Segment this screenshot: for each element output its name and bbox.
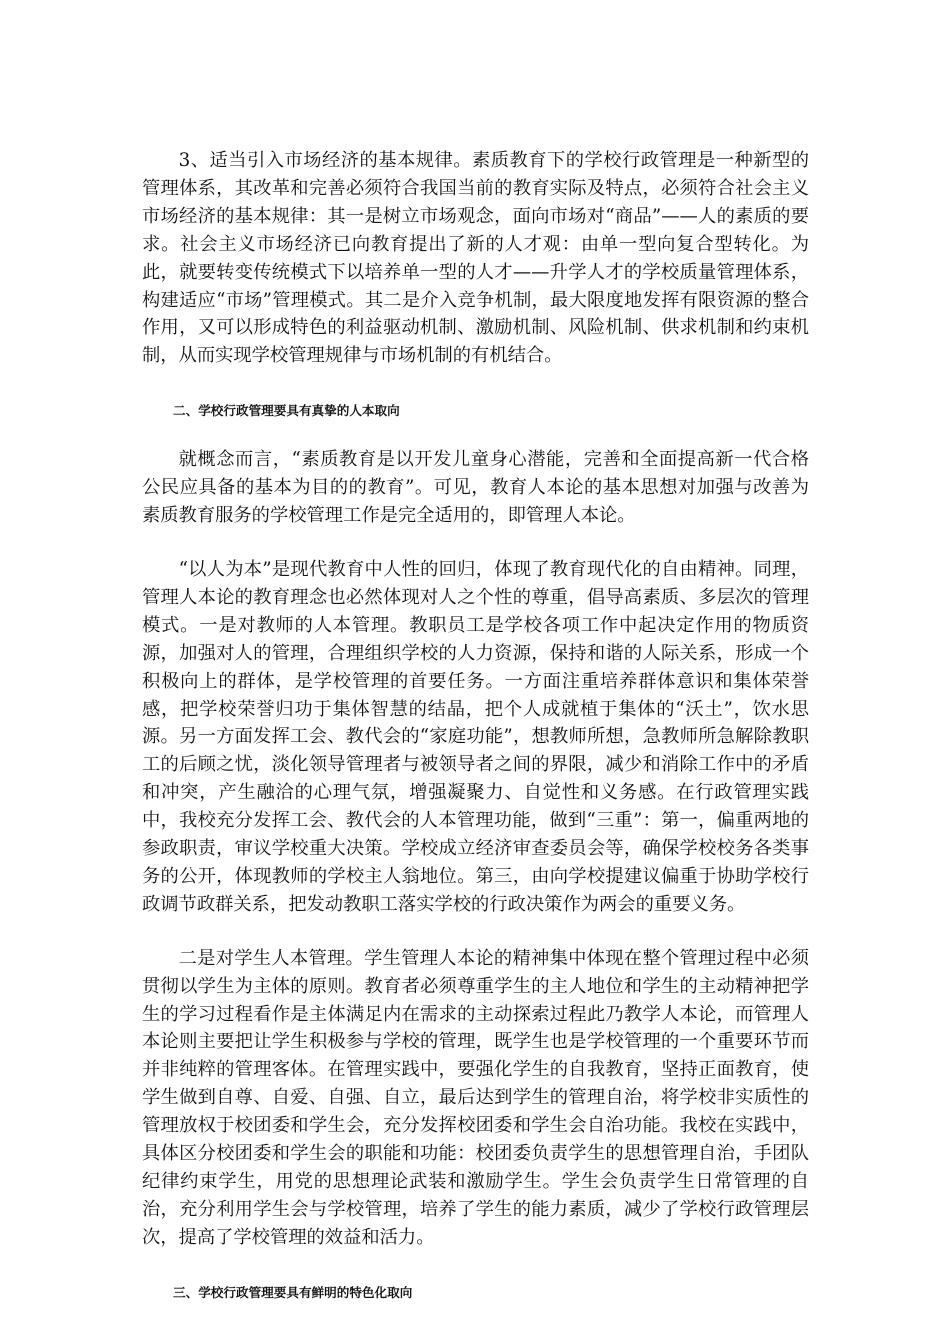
document-body bbox=[142, 147, 809, 1302]
paragraph-concept: 就概念而言，“素质教育是以开发儿童身心潜能，完善和全面提高新一代合格公民应具备的基本为目的的教育”。可见，教育人本论的基本思想对加强与改善为素质教育服务的学校管理工作是完全适用的，即管理人本论。 bbox=[142, 449, 809, 527]
paragraph-student-management: 二是对学生人本管理。学生管理人本论的精神集中体现在整个管理过程中必须贯彻以学生为主体的原则。教育者必须尊重学生的主人地位和学生的主动精神把学生的学习过程看作是主体满足内在需求的主动探索过程此乃教学人本论，而管理人本论则主要把让学生积极参与学校的管理，既学生也是学校管理的一个重要环节而并非纯粹的管理客体。在管理实践中，要强化学生的自我教育，坚持正面教育，使学生做到自尊、自爱、自强、自立，最后达到学生的管理自治，将学校非实质性的管理放权于校团委和学生会，充分发挥校团委和学生会自治功能。我校在实践中，具体区分校团委和学生会的职能和功能：校团委负责学生的思想管理自治，手团队纪律约束学生，用党的思想理论武装和激励学生。学生会负责学生日常管理的自治，充分利用学生会与学校管理，培养了学生的能力素质，减少了学校行政管理层次，提高了学校管理的效益和活力。 bbox=[142, 947, 809, 1248]
paragraph-market-economy: 3、适当引入市场经济的基本规律。素质教育下的学校行政管理是一种新型的管理体系，其改革和完善必须符合我国当前的教育实际及特点，必须符合社会主义市场经济的基本规律：其一是树立市场观念，面向市场对“商品”——人的素质的要求。社会主义市场经济已向教育提出了新的人才观：由单一型向复合型转化。为此，就要转变传统模式下以培养单一型的人才——升学人才的学校质量管理体系，构建适应“市场”管理模式。其二是介入竞争机制，最大限度地发挥有限资源的整合作用，又可以形成特色的利益驱动机制、激励机制、风险机制、供求机制和约束机制，从而实现学校管理规律与市场机制的有机结合。 bbox=[142, 150, 809, 367]
section-heading-humanistic: 二、学校行政管理要具有真挚的人本取向 bbox=[173, 403, 400, 419]
paragraph-teacher-management: “以人为本”是现代教育中人性的回归，体现了教育现代化的自由精神。同理，管理人本论的教育理念也必然体现对人之个性的尊重，倡导高素质、多层次的管理模式。一是对教师的人本管理。教职员工是学校各项工作中起决定作用的物质资源，加强对人的管理，合理组织学校的人力资源，保持和谐的人际关系，形成一个积极向上的群体，是学校管理的首要任务。一方面注重培养群体意识和集体荣誉感，把学校荣誉归功于集体智慧的结晶，把个人成就植于集体的“沃土”，饮水思源。另一方面发挥工会、教代会的“家庭功能”，想教师所想，急教师所急解除教职工的后顾之忧，淡化领导管理者与被领导者之间的界限，减少和消除工作中的矛盾和冲突，产生融洽的心理气氛，增强凝聚力、自觉性和义务感。在行政管理实践中，我校充分发挥工会、教代会的人本管理功能，做到“三重”：第一，偏重两地的参政职责，审议学校重大决策。学校成立经济审查委员会等，确保学校校务各类事务的公开，体现教师的学校主人翁地位。第三，由向学校提建议偏重于协助学校行政调节政群关系，把发动教职工落实学校的行政决策作为两会的重要义务。 bbox=[142, 558, 809, 915]
section-heading-characteristic: 三、学校行政管理要具有鲜明的特色化取向 bbox=[173, 1284, 413, 1300]
